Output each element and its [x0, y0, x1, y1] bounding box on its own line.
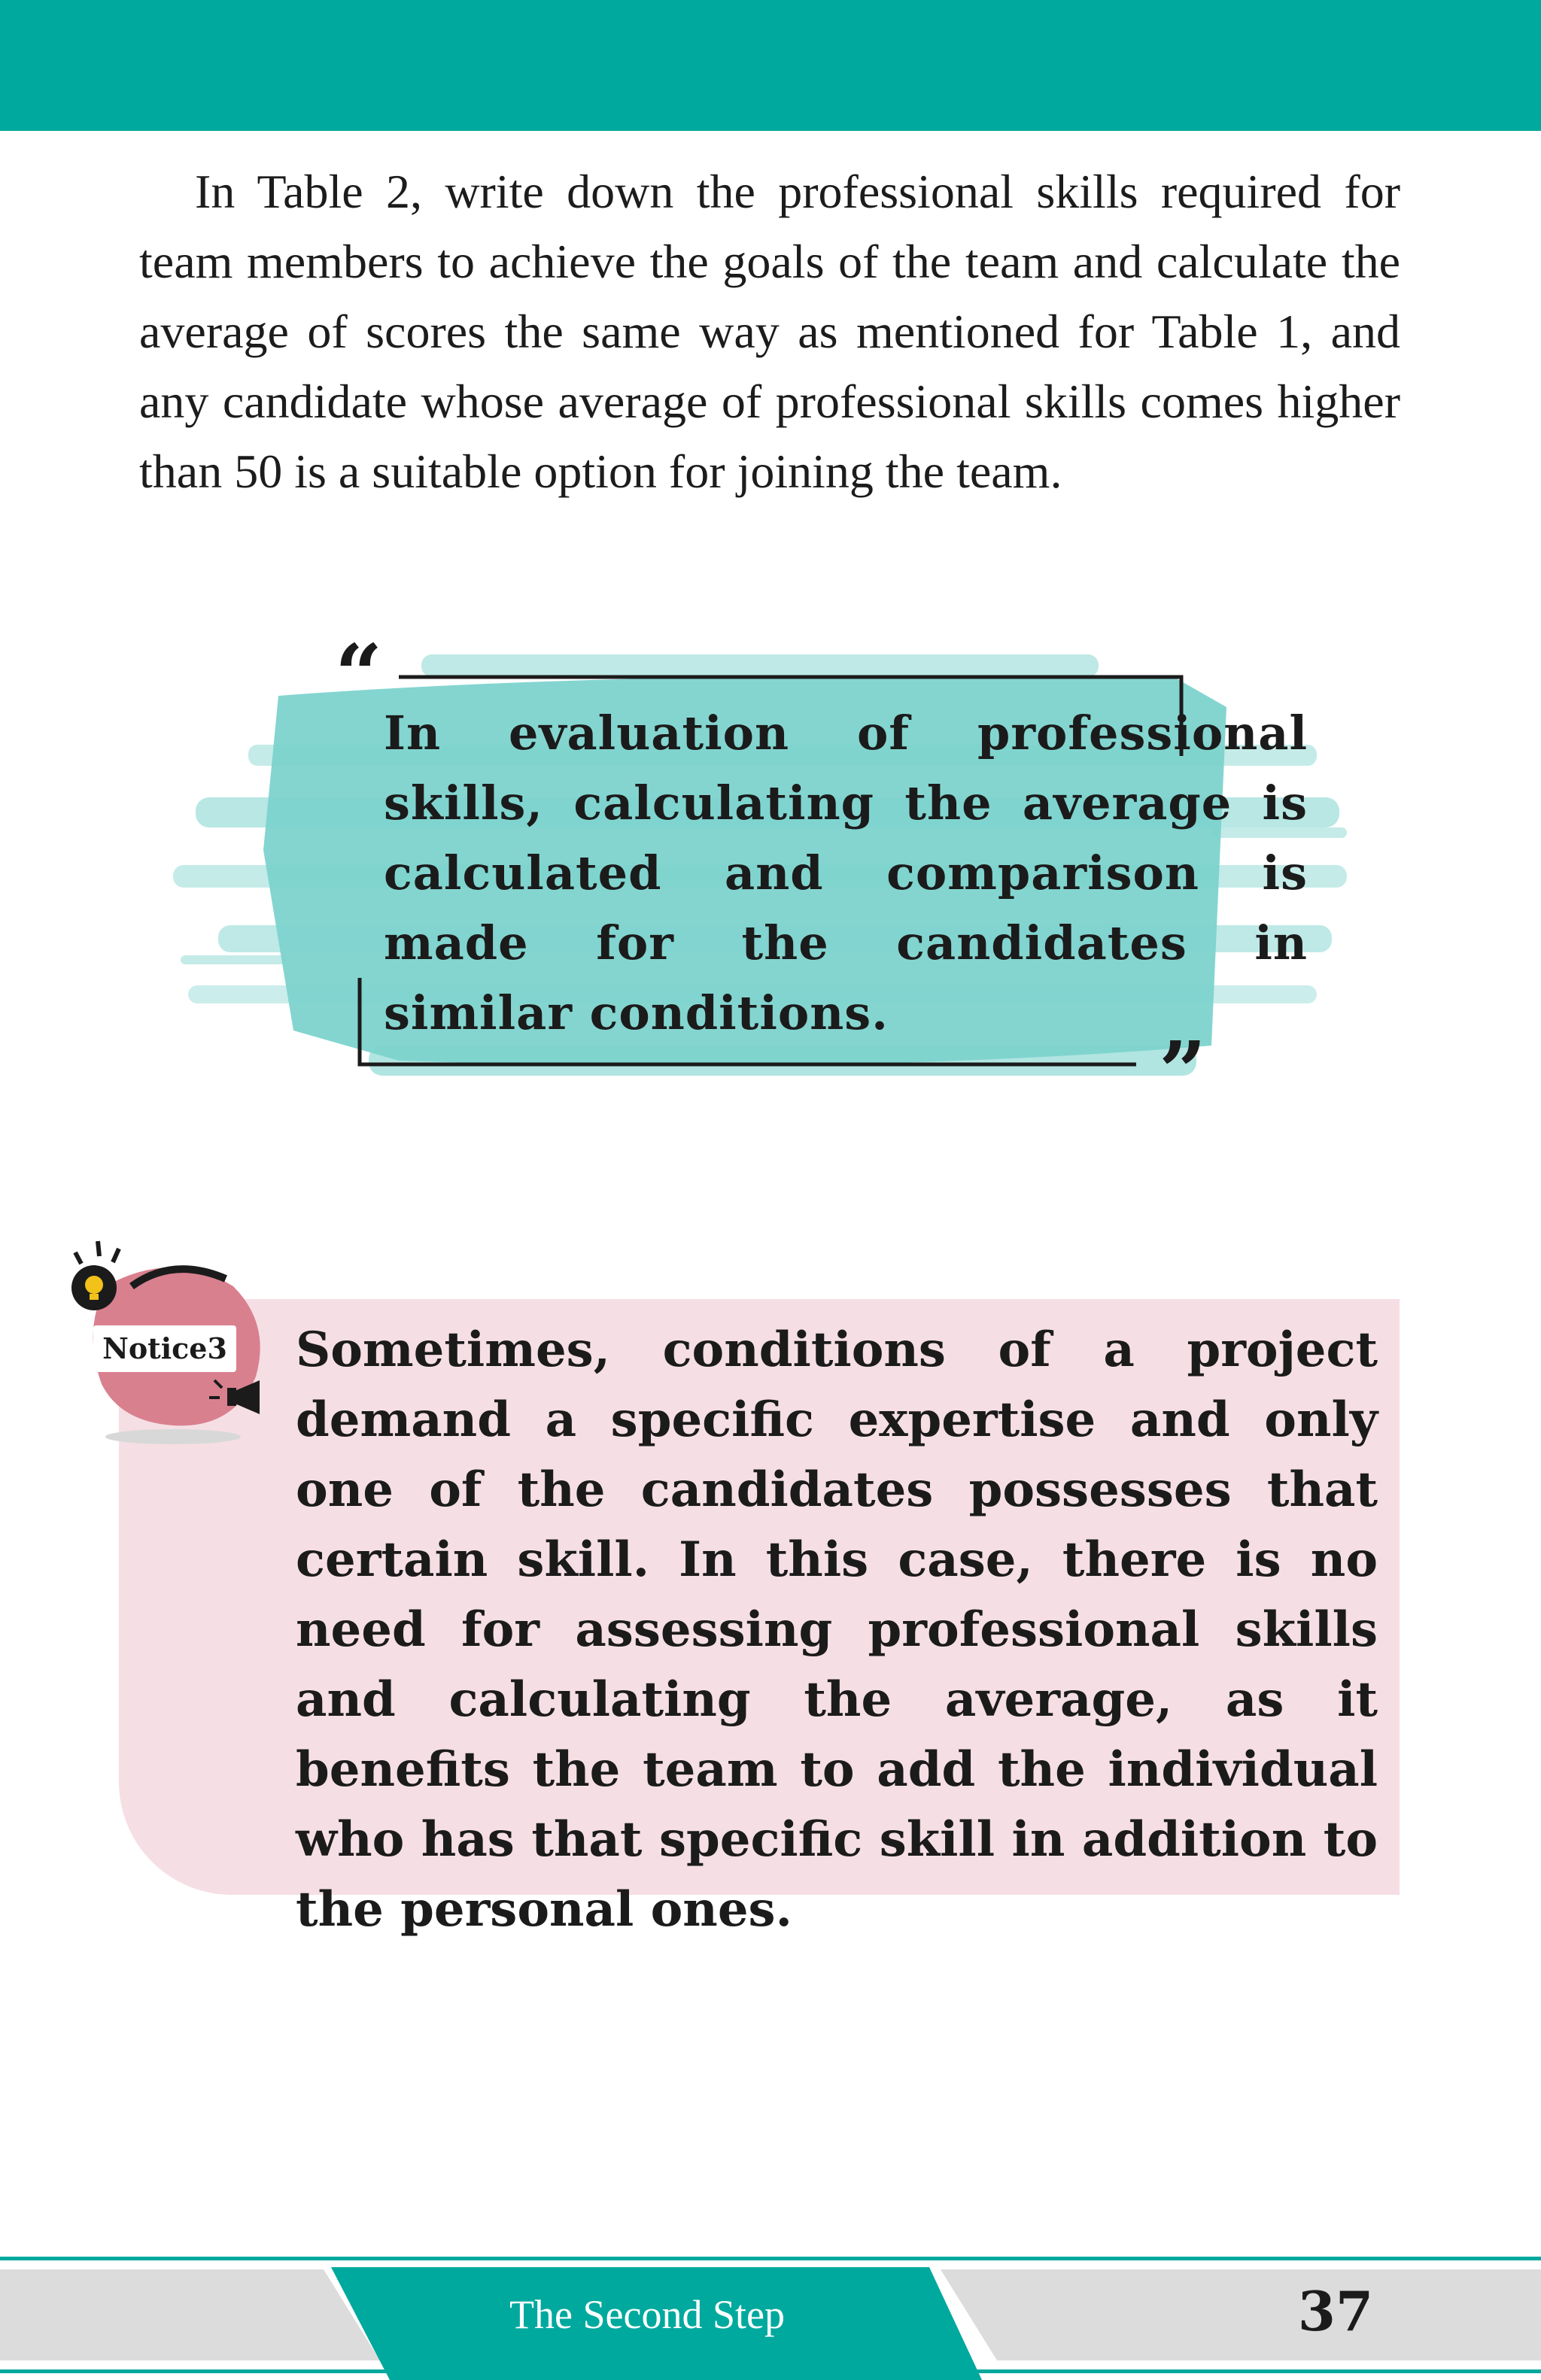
intro-paragraph: In Table 2, write down the professional skills required for team members to achieve the goals of the team and calculate the average of scores the same way as mentioned for Table 1, and any candidate whose average of professional skills comes higher than 50 is a suitable option for joining the team.	[139, 165, 1400, 498]
lightbulb-icon	[71, 1265, 117, 1310]
notice-label: Notice3	[93, 1325, 236, 1372]
quote-text: In evaluation of professional skills, calculating the average is calculated and comparison is made for the candidates in similar conditions.	[384, 706, 1308, 1040]
notice-text: Sometimes, conditions of a project demand a specific expertise and only one of the candidates possesses that certain skill. In this case, there is no need for assessing professional skills and calculating the average, as it benefits the team to add the individual who has that specific skill in addition to the personal ones.	[296, 1322, 1378, 1938]
quote-block	[173, 624, 1377, 1120]
footer-section-title: The Second Step	[509, 2292, 785, 2337]
close-quote-icon: ”	[1159, 1023, 1207, 1120]
top-header-band	[0, 0, 1541, 131]
page-number: 37	[1297, 2279, 1374, 2343]
open-quote-icon: “	[335, 626, 383, 723]
